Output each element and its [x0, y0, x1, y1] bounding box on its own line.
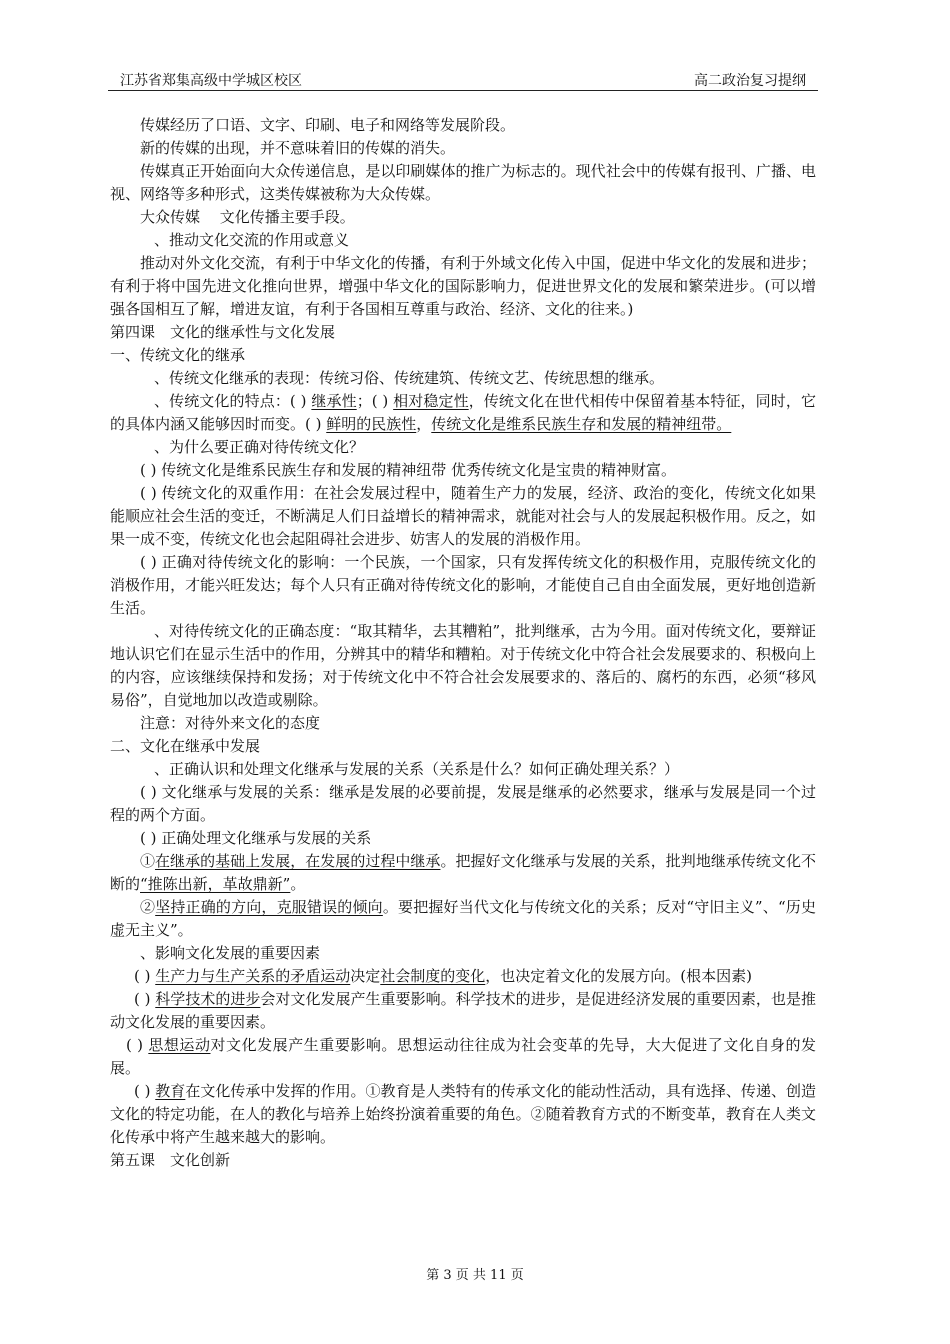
text: ( ) [134, 967, 156, 985]
page-header [108, 68, 818, 91]
lesson-title: 第五课 文化创新 [110, 1151, 231, 1169]
subheading: 、为什么要正确对待传统文化？ [154, 438, 365, 456]
underlined-term: 鲜明的民族性 [326, 415, 417, 433]
paragraph: ( ) 正确对待传统文化的影响：一个民族，一个国家，只有发挥传统文化的积极作用，克服传统文化的消极作用，才能兴旺发达；每个人只有正确对待传统文化的影响，才能使自己自由全面发展，更好地创造新生活。 [110, 553, 816, 617]
underlined-term: 社会制度的变化 [380, 967, 486, 985]
header-course: 高二政治复习提纲 [694, 73, 806, 89]
text: ， [416, 415, 432, 433]
paragraph [110, 965, 816, 988]
paragraph [110, 1034, 816, 1080]
paragraph: 推动对外文化交流，有利于中华文化的传播，有利于外域文化传入中国，促进中华文化的发展和进步；有利于将中国先进文化推向世界，增强中华文化的国际影响力，促进世界文化的发展和繁荣进步。(可以增强各国相互了解，增进友谊，有利于各国相互尊重与政治、经济、文化的往来。) [110, 254, 816, 318]
text: 、传统文化的特点：( ) [154, 392, 312, 410]
paragraph: 注意：对待外来文化的态度 [140, 714, 321, 732]
lesson-title: 第四课 文化的继承性与文化发展 [110, 323, 336, 341]
paragraph [110, 988, 816, 1034]
paragraph: 传媒真正开始面向大众传递信息，是以印刷媒体的推广为标志的。现代社会中的传媒有报刊、广播、电视、网络等多种形式，这类传媒被称为大众传媒。 [110, 162, 816, 203]
subheading: 、推动文化交流的作用或意义 [154, 231, 350, 249]
paragraph [110, 1080, 816, 1149]
underlined-term: 坚持正确的方向，克服错误的倾向 [155, 898, 383, 916]
text: ( ) [126, 1036, 149, 1054]
text: 决定 [350, 967, 381, 985]
paragraph [110, 390, 816, 436]
text: 。把握好文化继承与发展的关系，批判地继承传统文化不断的 [110, 852, 816, 893]
paragraph: ( ) 文化继承与发展的关系：继承是发展的必要前提，发展是继承的必然要求，继承与发展是同一个过程的两个方面。 [110, 783, 816, 824]
paragraph [110, 850, 816, 896]
underlined-term: 思想运动 [148, 1036, 211, 1054]
underlined-term: 继承性 [311, 392, 357, 410]
text: ② [140, 898, 156, 916]
text: ( ) [134, 1082, 156, 1100]
text: 。 [290, 875, 306, 893]
paragraph: ( ) 正确处理文化继承与发展的关系 [140, 829, 372, 847]
text: ① [140, 852, 156, 870]
page-number: 第 3 页 共 11 页 [426, 1268, 524, 1283]
subheading: 、正确认识和处理文化继承与发展的关系（关系是什么？如何正确处理关系？） [154, 760, 680, 778]
text: 在文化传承中发挥的作用。①教育是人类特有的传承文化的能动性活动，具有选择、传递、创造文化的特定功能，在人的教化与培养上始终扮演着重要的角色。②随着教育方式的不断变革，教育在人类文化传承中将产生越来越大的影响。 [110, 1082, 816, 1146]
paragraph: 新的传媒的出现，并不意味着旧的传媒的消失。 [140, 139, 456, 157]
paragraph: 、传统文化继承的表现：传统习俗、传统建筑、传统文艺、传统思想的继承。 [154, 369, 665, 387]
text: ，也决定着文化的发展方向。(根本因素) [485, 967, 753, 985]
paragraph: 传媒经历了口语、文字、印刷、电子和网络等发展阶段。 [140, 116, 516, 134]
underlined-term: “推陈出新，革故鼎新” [140, 875, 291, 893]
section-heading: 一、传统文化的继承 [110, 346, 246, 364]
text: ，传统文化在世代相传中保留着基本特征，同时，它的具体内涵又能够因时而变。( ) [110, 392, 816, 433]
underlined-term: 在继承的基础上发展，在发展的过程中继承 [155, 852, 441, 870]
text: 会对文化发展产生重要影响。科学技术的进步，是促进经济发展的重要因素，也是推动文化发展的重要因素。 [110, 990, 816, 1031]
text: 。要把握好当代文化与传统文化的关系；反对“守旧主义”、“历史虚无主义”。 [110, 898, 816, 939]
paragraph: ( ) 传统文化的双重作用：在社会发展过程中，随着生产力的发展，经济、政治的变化，传统文化如果能顺应社会生活的变迁，不断满足人们日益增长的精神需求，就能对社会与人的发展起积极作用。反之，如果一成不变，传统文化也会起阻碍社会进步、妨害人的发展的消极作用。 [110, 484, 816, 548]
header-school: 江苏省郑集高级中学城区校区 [120, 73, 302, 89]
underlined-term: 传统文化是维系民族生存和发展的精神纽带。 [431, 415, 732, 433]
text: ；( ) [356, 392, 394, 410]
underlined-term: 教育 [155, 1082, 186, 1100]
underlined-term: 科学技术的进步 [155, 990, 261, 1008]
section-heading: 二、文化在继承中发展 [110, 737, 261, 755]
underlined-term: 生产力与生产关系的矛盾运动 [155, 967, 351, 985]
paragraph: 、对待传统文化的正确态度：“取其精华，去其糟粕”，批判继承，古为今用。面对传统文化，要辩证地认识它们在显示生活中的作用，分辨其中的精华和糟粕。对于传统文化中符合社会发展要求的、积极向上的内容，应该继续保持和发扬；对于传统文化中不符合社会发展要求的、落后的、腐朽的东西，必须“移风易俗”，自觉地加以改造或剔除。 [110, 622, 816, 709]
subheading: 、影响文化发展的重要因素 [140, 944, 321, 962]
paragraph [110, 896, 816, 942]
text: ( ) [134, 990, 156, 1008]
underlined-term: 相对稳定性 [393, 392, 469, 410]
text: 对文化发展产生重要影响。思想运动往往成为社会变革的先导，大大促进了文化自身的发展。 [110, 1036, 816, 1077]
paragraph: ( ) 传统文化是维系民族生存和发展的精神纽带 优秀传统文化是宝贵的精神财富。 [140, 461, 677, 479]
paragraph: 大众传媒 文化传播主要手段。 [140, 208, 355, 226]
document-body [110, 114, 816, 1172]
